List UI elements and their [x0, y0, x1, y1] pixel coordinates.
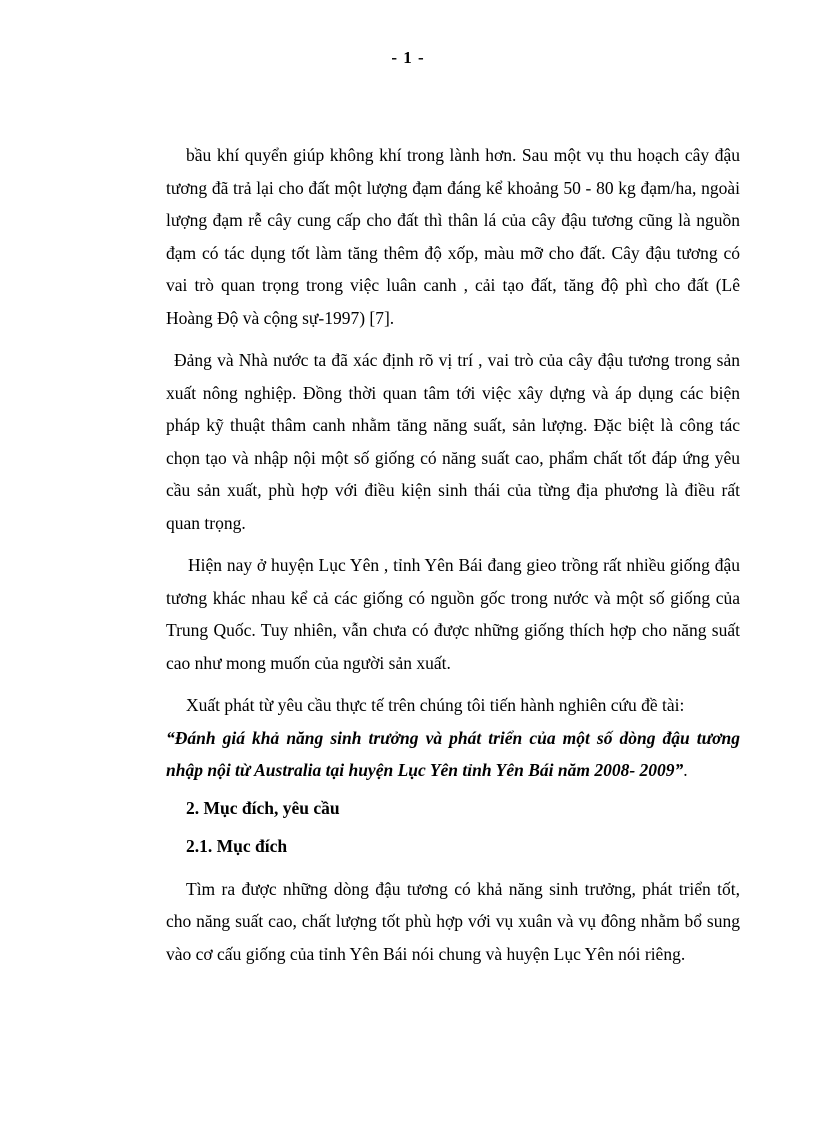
- paragraph-luc-yen-situation: Hiện nay ở huyện Lục Yên , tỉnh Yên Bái đang gieo trồng rất nhiều giống đậu tương khác nhau kể cả các giống có nguồn gốc trong nước và một số giống của Trung Quốc. Tuy nhiên, vẫn chưa có được những giống thích hợp cho năng suất cao như mong muốn của người sản xuất.: [166, 555, 740, 673]
- paragraph-party-role: Đảng và Nhà nước ta đã xác định rõ vị trí , vai trò của cây đậu tương trong sản xuất nông nghiệp. Đồng thời quan tâm tới việc xây dựng và áp dụng các biện pháp kỹ thuật thâm canh nhằm tăng năng suất, sản lượng. Đặc biệt là công tác chọn tạo và nhập nội một số giống có năng suất cao, phẩm chất tốt đáp ứng yêu cầu sản xuất, phù hợp với điều kiện sinh thái của từng địa phương là điều rất quan trọng.: [166, 350, 740, 533]
- document-body: [166, 139, 740, 970]
- research-title-text: “Đánh giá khả năng sinh trưởng và phát triển của một số dòng đậu tương nhập nội từ Australia tại huyện Lục Yên tỉnh Yên Bái năm 2008- 2009”: [166, 727, 740, 780]
- paragraph-soil-benefits: bầu khí quyển giúp không khí trong lành hơn. Sau một vụ thu hoạch cây đậu tương đã trả lại cho đất một lượng đạm đáng kể khoảng 50 - 80 kg đạm/ha, ngoài lượng đạm rễ cây cung cấp cho đất thì thân lá của cây đậu tương cũng là nguồn đạm có tác dụng tốt làm tăng thêm độ xốp, màu mỡ cho đất. Cây đậu tương có vai trò quan trọng trong việc luân canh , cải tạo đất, tăng độ phì cho đất (Lê Hoàng Độ và cộng sự-1997) [7].: [166, 145, 740, 328]
- research-title: [166, 722, 740, 787]
- page-number: - 1 -: [391, 48, 425, 67]
- paragraph-research-intro: Xuất phát từ yêu cầu thực tế trên chúng tôi tiến hành nghiên cứu đề tài:: [186, 695, 685, 715]
- heading-section-2: 2. Mục đích, yêu cầu: [186, 797, 340, 818]
- heading-section-2-1: 2.1. Mục đích: [186, 836, 288, 856]
- paragraph-purpose: Tìm ra được những dòng đậu tương có khả năng sinh trưởng, phát triển tốt, cho năng suất cao, chất lượng tốt phù hợp với vụ xuân và vụ đông nhằm bổ sung vào cơ cấu giống của tỉnh Yên Bái nói chung và huyện Lục Yên nói riêng.: [166, 878, 740, 964]
- research-title-end: .: [683, 760, 688, 780]
